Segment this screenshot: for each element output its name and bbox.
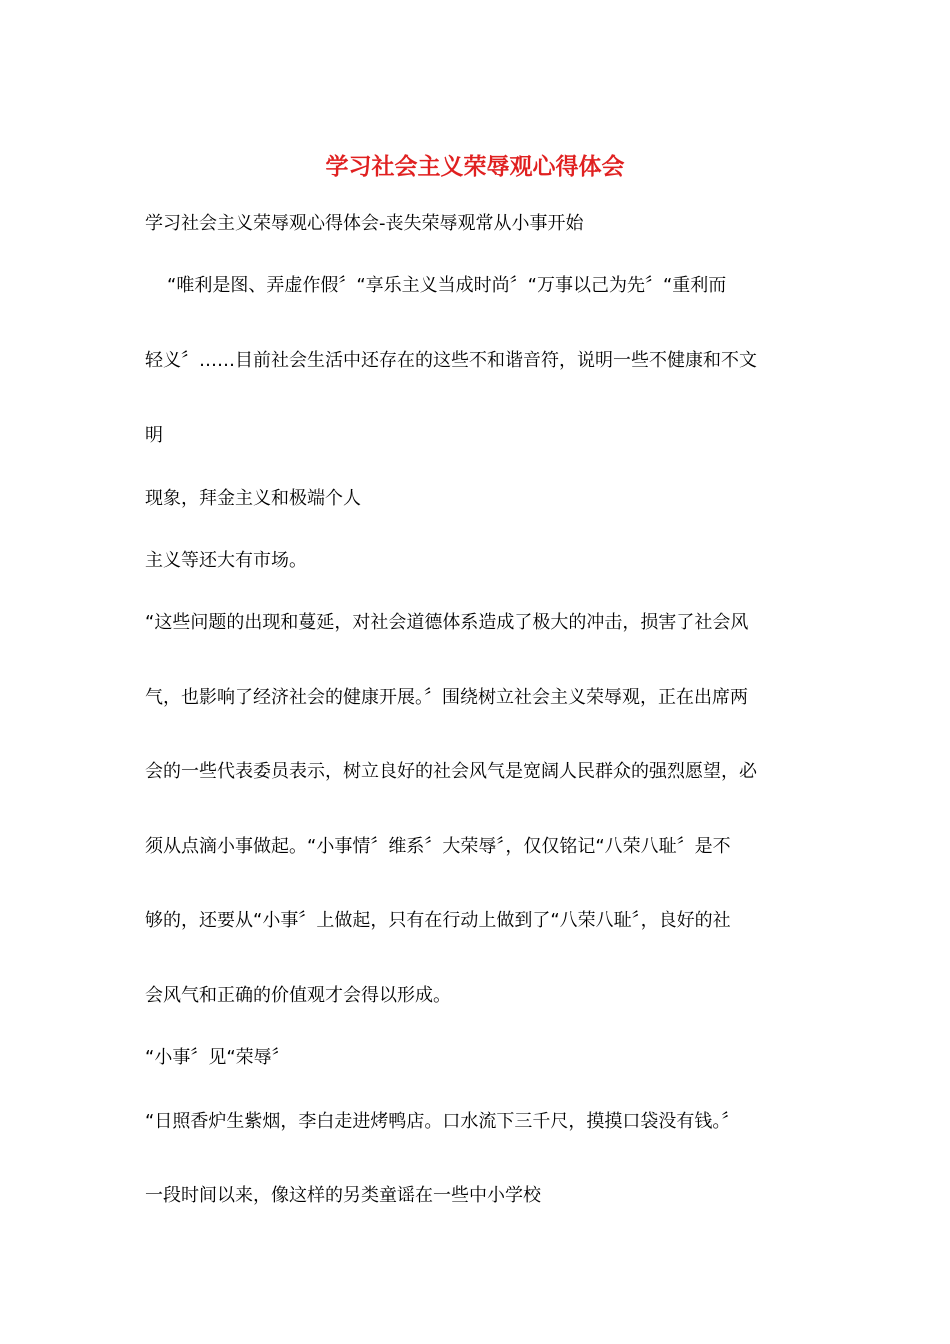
paragraph-line: 明 [145, 425, 163, 446]
paragraph-line: 主义等还大有市场。 [145, 550, 307, 571]
paragraph-line: 一段时间以来，像这样的另类童谣在一些中小学校 [145, 1185, 541, 1206]
paragraph-line: 气，也影响了经济社会的健康开展。〞围绕树立社会主义荣辱观，正在出席两 [145, 687, 748, 708]
paragraph-line: 须从点滴小事做起。“小事情〞维系〞大荣辱〞，仅仅铭记“八荣八耻〞是不 [145, 836, 731, 857]
paragraph-line: 现象，拜金主义和极端个人 [145, 488, 361, 509]
paragraph-line: “这些问题的出现和蔓延，对社会道德体系造成了极大的冲击，损害了社会风 [145, 612, 749, 633]
paragraph-line: 轻义〞……目前社会生活中还存在的这些不和谐音符，说明一些不健康和不文 [145, 350, 757, 371]
paragraph-line: “唯利是图、弄虚作假〞“享乐主义当成时尚〞“万事以己为先〞“重利而 [167, 275, 727, 296]
paragraph-line: 会的一些代表委员表示，树立良好的社会风气是宽阔人民群众的强烈愿望，必 [145, 761, 757, 782]
paragraph-line: “日照香炉生紫烟，李白走进烤鸭店。口水流下三千尺，摸摸口袋没有钱。〞 [145, 1111, 740, 1132]
paragraph-line: 够的，还要从“小事〞上做起，只有在行动上做到了“八荣八耻〞，良好的社 [145, 910, 731, 931]
section-heading: “小事〞见“荣辱〞 [145, 1047, 290, 1068]
paragraph-line: 会风气和正确的价值观才会得以形成。 [145, 985, 451, 1006]
subtitle-line: 学习社会主义荣辱观心得体会-丧失荣辱观常从小事开始 [145, 213, 584, 234]
document-title: 学习社会主义荣辱观心得体会 [325, 154, 625, 180]
